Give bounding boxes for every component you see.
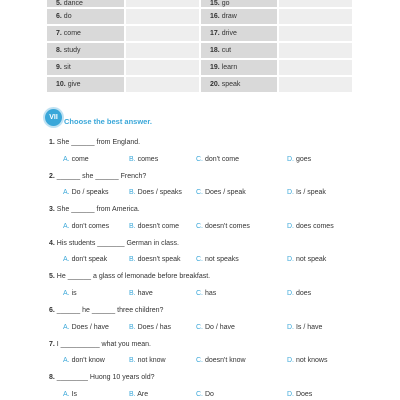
option-letter: A. — [63, 256, 70, 264]
answer-option[interactable] — [287, 357, 327, 364]
section-badge — [45, 109, 62, 126]
option-text: don't speak — [71, 256, 108, 264]
verb-word: dance — [63, 0, 83, 7]
option-letter: A. — [63, 222, 70, 230]
option-text: doesn't speak — [137, 256, 181, 264]
question-number: 6. — [49, 307, 55, 314]
verb-number: 17. — [210, 30, 220, 37]
option-letter: B. — [129, 390, 136, 398]
answer-option[interactable] — [63, 256, 107, 263]
answer-option[interactable] — [287, 391, 312, 398]
option-letter: C. — [196, 323, 203, 331]
answer-option[interactable] — [287, 223, 334, 230]
option-text: don't come — [204, 155, 239, 163]
option-letter: D. — [287, 155, 294, 163]
answer-option[interactable] — [196, 256, 239, 263]
question-number: 4. — [49, 239, 55, 247]
verb-cell — [200, 25, 278, 42]
option-text: have — [137, 289, 153, 297]
verb-word: speak — [221, 81, 241, 88]
answer-cell[interactable] — [278, 25, 353, 42]
verb-cell — [47, 8, 125, 25]
question-text: He ______ a glass of lemonade before breakfast. — [56, 273, 211, 281]
option-letter: B. — [129, 357, 136, 365]
answer-option[interactable] — [129, 324, 171, 331]
option-letter: A. — [63, 189, 70, 197]
option-letter: C. — [196, 155, 203, 163]
option-text: Is — [71, 390, 78, 398]
answer-cell[interactable] — [278, 76, 353, 93]
option-letter: A. — [63, 390, 70, 398]
question-number: 2. — [49, 172, 55, 180]
answer-option[interactable] — [63, 324, 109, 331]
verb-number: 6. — [56, 13, 62, 20]
option-letter: A. — [63, 155, 70, 163]
verb-number: 7. — [56, 30, 62, 37]
answer-option[interactable] — [196, 223, 250, 230]
option-text: Do / speaks — [71, 189, 109, 197]
option-letter: B. — [129, 323, 136, 331]
question-text: She ______ from England. — [56, 139, 141, 146]
answer-option[interactable] — [287, 324, 322, 331]
verb-word: draw — [221, 13, 237, 20]
option-letter: A. — [63, 289, 70, 297]
option-text: comes — [137, 155, 159, 163]
option-text: is — [71, 289, 77, 297]
answer-cell[interactable] — [125, 8, 200, 25]
question — [49, 273, 210, 280]
verb-cell — [200, 42, 278, 59]
answer-option[interactable] — [196, 290, 216, 297]
answer-option[interactable] — [196, 324, 235, 331]
answer-cell[interactable] — [278, 8, 353, 25]
option-text: don't know — [71, 357, 105, 365]
question-number: 8. — [49, 374, 55, 382]
option-text: Does — [295, 390, 313, 398]
option-text: Does / speaks — [137, 189, 182, 197]
answer-option[interactable] — [129, 357, 166, 364]
verb-number: 20. — [210, 81, 220, 88]
option-letter: D. — [287, 357, 294, 365]
verb-number: 16. — [210, 13, 220, 20]
question-text: ______ she ______ French? — [56, 172, 147, 180]
verb-number: 19. — [210, 64, 220, 71]
answer-option[interactable] — [63, 357, 105, 364]
question-number: 5. — [49, 273, 55, 281]
option-text: doesn't come — [137, 222, 179, 230]
option-text: Does / speak — [204, 189, 246, 197]
option-letter: D. — [287, 390, 294, 398]
answer-option[interactable] — [129, 290, 153, 297]
verb-word: give — [67, 81, 81, 88]
option-text: Does / has — [137, 323, 172, 331]
option-text: has — [204, 289, 217, 297]
verb-number: 10. — [56, 81, 66, 88]
verb-number: 8. — [56, 47, 62, 54]
answer-cell[interactable] — [125, 25, 200, 42]
option-letter: D. — [287, 289, 294, 297]
answer-cell[interactable] — [278, 59, 353, 76]
answer-option[interactable] — [63, 223, 109, 230]
answer-cell[interactable] — [125, 76, 200, 93]
option-text: doesn't comes — [204, 222, 250, 230]
option-letter: C. — [196, 222, 203, 230]
answer-option[interactable] — [129, 156, 158, 163]
answer-option[interactable] — [196, 189, 246, 196]
answer-option[interactable] — [129, 189, 182, 196]
verb-number: 5. — [56, 0, 62, 7]
option-letter: B. — [129, 189, 136, 197]
verb-cell — [200, 76, 278, 93]
verb-table-row — [47, 0, 353, 8]
question-text: She ______ from America. — [56, 206, 140, 214]
verb-table-row — [47, 42, 353, 59]
answer-cell[interactable] — [278, 0, 353, 8]
question-number: 7. — [49, 340, 55, 348]
answer-option[interactable] — [63, 189, 109, 196]
verb-word: learn — [221, 64, 238, 71]
answer-cell[interactable] — [278, 42, 353, 59]
question — [49, 173, 146, 180]
verb-table-row — [47, 59, 353, 76]
option-letter: B. — [129, 222, 136, 230]
answer-option[interactable] — [129, 223, 179, 230]
question-text: His students _______ German in class. — [56, 239, 179, 247]
verb-word: sit — [63, 64, 71, 71]
option-text: not speaks — [204, 256, 239, 264]
answer-option[interactable] — [287, 256, 326, 263]
option-letter: A. — [63, 357, 70, 365]
option-text: Do — [204, 390, 214, 398]
answer-option[interactable] — [287, 189, 326, 196]
question-number: 3. — [49, 206, 55, 214]
answer-cell[interactable] — [125, 42, 200, 59]
verb-cell — [200, 59, 278, 76]
answer-option[interactable] — [63, 290, 77, 297]
answer-option[interactable] — [63, 156, 89, 163]
section-badge-label: VII — [49, 114, 58, 121]
option-letter: D. — [287, 256, 294, 264]
verb-number: 18. — [210, 47, 220, 54]
answer-option[interactable] — [129, 391, 148, 398]
verb-cell — [47, 59, 125, 76]
verb-cell — [47, 25, 125, 42]
option-text: Is / have — [295, 323, 323, 331]
verb-table-row — [47, 8, 353, 25]
option-text: goes — [295, 155, 312, 163]
answer-option[interactable] — [196, 391, 214, 398]
answer-option[interactable] — [287, 290, 311, 297]
question — [49, 374, 155, 381]
answer-option[interactable] — [196, 156, 239, 163]
question — [49, 139, 140, 146]
verb-table-row — [47, 25, 353, 42]
section-title: Choose the best answer. — [64, 117, 152, 126]
verb-cell — [47, 42, 125, 59]
verb-cell — [200, 8, 278, 25]
verb-cell — [47, 0, 125, 8]
verb-word: drive — [221, 30, 237, 37]
option-text: not knows — [295, 357, 328, 365]
option-letter: D. — [287, 323, 294, 331]
question — [49, 240, 179, 247]
verb-word: cut — [221, 47, 232, 54]
verb-cell — [47, 76, 125, 93]
question — [49, 307, 163, 314]
option-text: Does / have — [71, 323, 109, 331]
verb-number: 9. — [56, 64, 62, 71]
option-text: Is / speak — [295, 189, 326, 197]
option-letter: A. — [63, 323, 70, 331]
question-text: ______ he ______ three children? — [56, 307, 164, 314]
option-letter: B. — [129, 289, 136, 297]
answer-cell[interactable] — [125, 59, 200, 76]
question — [49, 341, 151, 348]
verb-word: go — [221, 0, 230, 7]
option-letter: D. — [287, 189, 294, 197]
answer-option[interactable] — [196, 357, 246, 364]
option-text: not know — [137, 357, 166, 365]
answer-option[interactable] — [63, 391, 77, 398]
question-number: 1. — [49, 139, 55, 146]
option-letter: C. — [196, 256, 203, 264]
answer-option[interactable] — [287, 156, 311, 163]
option-letter: C. — [196, 357, 203, 365]
verb-word: do — [63, 13, 72, 20]
option-letter: B. — [129, 256, 136, 264]
verb-word: study — [63, 47, 81, 54]
answer-option[interactable] — [129, 256, 181, 263]
verb-table-row — [47, 76, 353, 93]
verb-word: come — [63, 30, 81, 37]
option-letter: C. — [196, 189, 203, 197]
option-text: come — [71, 155, 89, 163]
question-text: ________ Huong 10 years old? — [56, 374, 155, 382]
option-letter: C. — [196, 289, 203, 297]
option-text: does comes — [295, 222, 334, 230]
option-text: does — [295, 289, 312, 297]
option-text: doesn't know — [204, 357, 246, 365]
option-text: not speak — [295, 256, 327, 264]
option-letter: C. — [196, 390, 203, 398]
question-text: I __________ what you mean. — [56, 340, 151, 348]
option-text: Are — [137, 390, 149, 398]
question — [49, 206, 140, 213]
option-letter: D. — [287, 222, 294, 230]
option-text: don't comes — [71, 222, 110, 230]
option-text: Do / have — [204, 323, 235, 331]
option-letter: B. — [129, 155, 136, 163]
verb-table — [47, 0, 354, 94]
verb-number: 15. — [210, 0, 220, 7]
answer-cell[interactable] — [125, 0, 200, 8]
verb-cell — [200, 0, 278, 8]
